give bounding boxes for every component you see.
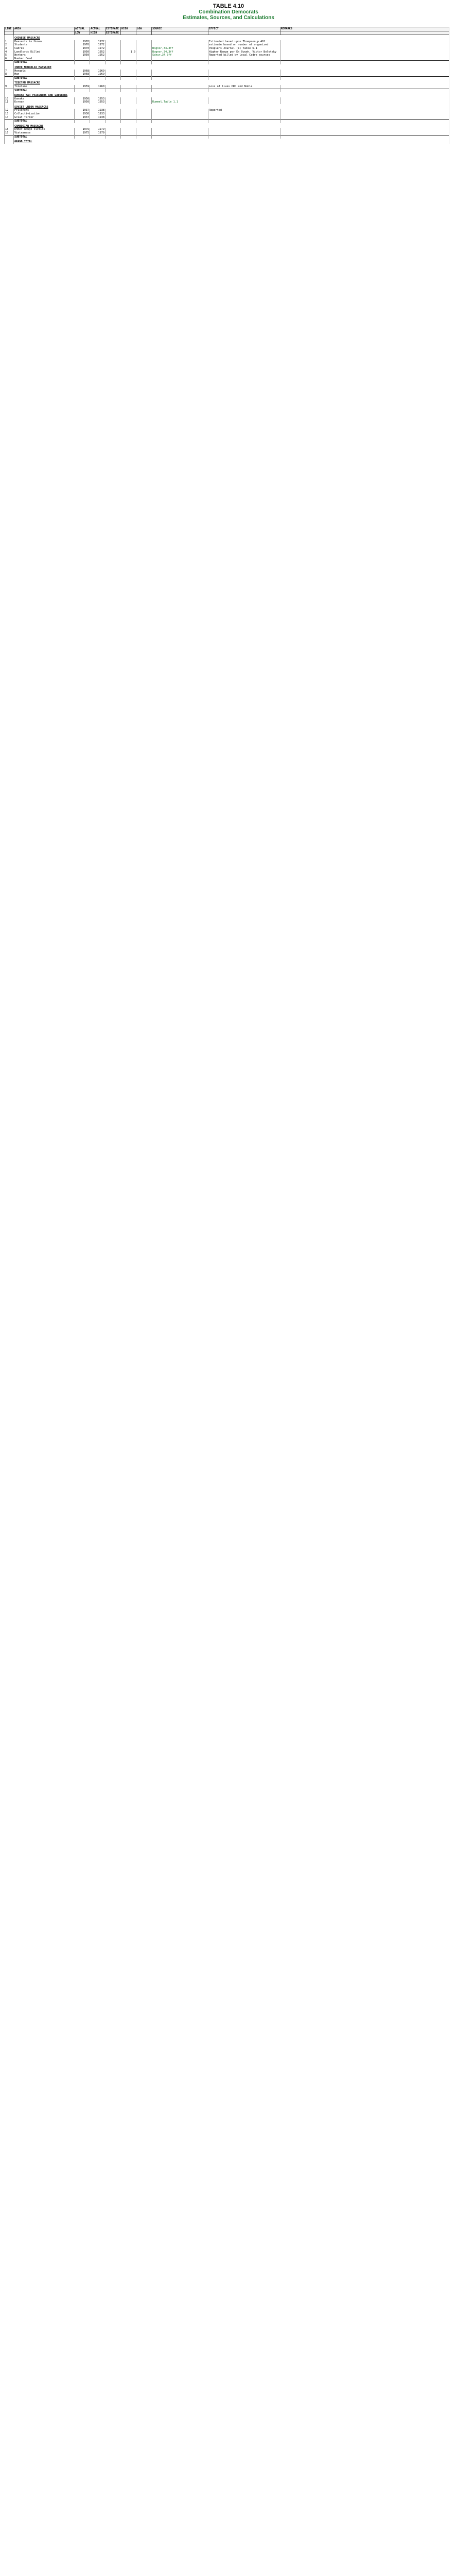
- section-title: CHINESE MASSACRE: [14, 35, 449, 40]
- table-name: Combination Democrats: [199, 9, 258, 15]
- line-cell: [5, 64, 14, 70]
- cell-a: 4: [5, 50, 14, 54]
- cell-e: [106, 43, 121, 47]
- cell-g: [136, 85, 152, 89]
- cell-e: [106, 76, 121, 80]
- table-row: [5, 47, 449, 50]
- cell-f: [121, 57, 136, 61]
- cell-b: Kanaks: [14, 97, 75, 101]
- cell-f: [121, 43, 136, 47]
- cell-b: Mongols: [14, 70, 75, 73]
- cell-g: [136, 40, 152, 44]
- line-cell: [5, 139, 14, 144]
- cell-b: Cadres: [14, 47, 75, 50]
- cell-d: 1953: [90, 97, 106, 101]
- cell-j: [280, 40, 449, 44]
- cell-c: 1950: [75, 50, 90, 54]
- cell-a: [5, 120, 14, 123]
- cell-j: [280, 128, 449, 131]
- table-row: [5, 116, 449, 120]
- cell-f: [121, 89, 136, 92]
- cell-e: [106, 61, 121, 64]
- cell-f: [121, 112, 136, 116]
- cell-h: [152, 131, 208, 135]
- section-row: [5, 139, 449, 144]
- cell-i: Reported killed by local Cadre sources: [208, 54, 280, 57]
- cell-d: 1969: [90, 73, 106, 76]
- cell-f: [121, 47, 136, 50]
- cell-a: 9: [5, 85, 14, 89]
- cell-d: 1938: [90, 116, 106, 120]
- cell-c: 1950: [75, 54, 90, 57]
- cell-d: [90, 135, 106, 139]
- cell-f: [121, 85, 136, 89]
- cell-i: [208, 76, 280, 80]
- section-title: INNER MONGOLIA MASSACRE: [14, 64, 449, 70]
- table-row: [5, 97, 449, 101]
- cell-j: [280, 76, 449, 80]
- column-subheader: LOW: [75, 31, 90, 35]
- table-header: [5, 27, 449, 35]
- cell-a: 13: [5, 112, 14, 116]
- cell-c: 1970: [75, 40, 90, 44]
- cell-a: 2: [5, 43, 14, 47]
- cell-c: 1970: [75, 47, 90, 50]
- column-subheader: ESTIMATE: [106, 31, 121, 35]
- column-header: SOURCE: [152, 27, 208, 31]
- cell-d: [90, 76, 106, 80]
- subtotal-row: [5, 76, 449, 80]
- section-title: KOREAN WAR PRISONERS AND LABORERS: [14, 92, 449, 97]
- cell-a: 8: [5, 73, 14, 76]
- cell-c: 1937: [75, 116, 90, 120]
- section-row: [5, 35, 449, 40]
- table-row: [5, 131, 449, 135]
- cell-d: 1972: [90, 47, 106, 50]
- table-title-block: [0, 0, 457, 21]
- cell-f: [121, 116, 136, 120]
- cell-a: 1: [5, 40, 14, 44]
- cell-d: 1979: [90, 128, 106, 131]
- cell-g: [136, 89, 152, 92]
- cell-j: [280, 85, 449, 89]
- cell-a: [5, 61, 14, 64]
- cell-h: Bognor,34.3ff: [152, 50, 208, 54]
- cell-f: [121, 54, 136, 57]
- estimates-table: [4, 27, 449, 144]
- cell-i: [208, 57, 280, 61]
- cell-i: [208, 135, 280, 139]
- cell-b: SUBTOTAL: [14, 61, 75, 64]
- section-row: [5, 123, 449, 128]
- cell-f: [121, 76, 136, 80]
- cell-i: Estimated based upon Thompson,p.462: [208, 40, 280, 44]
- cell-e: [106, 100, 121, 104]
- cell-a: 6: [5, 57, 14, 61]
- cell-a: [5, 76, 14, 80]
- cell-c: 1968: [75, 70, 90, 73]
- cell-a: 5: [5, 54, 14, 57]
- cell-g: [136, 76, 152, 80]
- cell-h: [152, 135, 208, 139]
- table-row: [5, 57, 449, 61]
- cell-i: [208, 112, 280, 116]
- cell-d: 1979: [90, 131, 106, 135]
- cell-b: Han: [14, 73, 75, 76]
- cell-h: [152, 89, 208, 92]
- cell-g: [136, 135, 152, 139]
- cell-h: [152, 116, 208, 120]
- cell-g: [136, 97, 152, 101]
- cell-j: [280, 109, 449, 112]
- cell-b: Tibetans: [14, 85, 75, 89]
- line-cell: [5, 104, 14, 109]
- cell-h: [152, 40, 208, 44]
- cell-j: [280, 70, 449, 73]
- cell-a: 12: [5, 109, 14, 112]
- cell-e: [106, 50, 121, 54]
- cell-e: [106, 120, 121, 123]
- subtotal-row: [5, 61, 449, 64]
- section-row: [5, 104, 449, 109]
- table-row: [5, 128, 449, 131]
- section-row: [5, 80, 449, 85]
- table-body: [5, 35, 449, 144]
- cell-e: [106, 85, 121, 89]
- cell-e: [106, 70, 121, 73]
- cell-h: Bognor,34.3ff: [152, 47, 208, 50]
- cell-d: [90, 89, 106, 92]
- cell-b: Khmer Rouge Victims: [14, 128, 75, 131]
- column-subheader: [121, 31, 136, 35]
- cell-e: [106, 128, 121, 131]
- cell-d: 1953: [90, 100, 106, 104]
- subtotal-row: [5, 120, 449, 123]
- cell-j: [280, 116, 449, 120]
- cell-b: SUBTOTAL: [14, 89, 75, 92]
- cell-c: [75, 89, 90, 92]
- cell-j: [280, 61, 449, 64]
- cell-f: [121, 128, 136, 131]
- cell-i: [208, 131, 280, 135]
- cell-i: [208, 70, 280, 73]
- cell-a: 15: [5, 128, 14, 131]
- cell-g: [136, 128, 152, 131]
- cell-d: 1969: [90, 70, 106, 73]
- table-row: [5, 70, 449, 73]
- cell-a: 3: [5, 47, 14, 50]
- column-subheader: [136, 31, 152, 35]
- table-row: [5, 40, 449, 44]
- cell-b: Landlords Killed: [14, 50, 75, 54]
- cell-b: SUBTOTAL: [14, 76, 75, 80]
- cell-g: [136, 120, 152, 123]
- cell-c: 1950: [75, 97, 90, 101]
- cell-a: 7: [5, 70, 14, 73]
- cell-g: [136, 73, 152, 76]
- cell-f: [121, 100, 136, 104]
- cell-c: 1930: [75, 112, 90, 116]
- cell-i: [208, 97, 280, 101]
- cell-i: [208, 128, 280, 131]
- cell-g: [136, 116, 152, 120]
- cell-g: [136, 50, 152, 54]
- cell-i: Loss of lives PRC and Noble: [208, 85, 280, 89]
- cell-e: [106, 54, 121, 57]
- cell-f: [121, 109, 136, 112]
- column-subheader: [14, 31, 75, 35]
- cell-f: 1.0: [121, 50, 136, 54]
- table-row: [5, 112, 449, 116]
- cell-c: [75, 120, 90, 123]
- cell-h: [152, 76, 208, 80]
- section-title: TIBETAN MASSACRE: [14, 80, 449, 85]
- cell-g: [136, 70, 152, 73]
- cell-j: [280, 135, 449, 139]
- cell-e: [106, 47, 121, 50]
- cell-f: [121, 61, 136, 64]
- cell-h: [152, 128, 208, 131]
- cell-e: [106, 112, 121, 116]
- cell-i: [208, 120, 280, 123]
- cell-h: [152, 120, 208, 123]
- column-header: EFFECT: [208, 27, 280, 31]
- cell-a: 16: [5, 131, 14, 135]
- section-title: CAMBODIAN MASSACRE: [14, 123, 449, 128]
- cell-b: Workers: [14, 54, 75, 57]
- subtotal-row: [5, 135, 449, 139]
- column-subheader: [152, 31, 208, 35]
- cell-f: [121, 73, 136, 76]
- column-header: ESTIMATE: [106, 27, 121, 31]
- cell-e: [106, 135, 121, 139]
- cell-g: [136, 57, 152, 61]
- cell-i: [208, 73, 280, 76]
- cell-e: [106, 89, 121, 92]
- cell-b: Students: [14, 43, 75, 47]
- cell-b: SUBTOTAL: [14, 120, 75, 123]
- table-number: TABLE 4.10: [213, 3, 244, 9]
- column-header: ACTUAL: [75, 27, 90, 31]
- cell-d: 1952: [90, 50, 106, 54]
- cell-f: [121, 40, 136, 44]
- cell-i: Higher Range per En Ouyeh, Victor Bolotsky: [208, 50, 280, 54]
- cell-b: Korean: [14, 100, 75, 104]
- cell-d: [90, 120, 106, 123]
- cell-a: 10: [5, 97, 14, 101]
- cell-g: [136, 131, 152, 135]
- column-header: LOW: [136, 27, 152, 31]
- cell-h: [152, 70, 208, 73]
- cell-i: [208, 116, 280, 120]
- table-row: [5, 43, 449, 47]
- cell-h: [152, 109, 208, 112]
- column-header: LINE: [5, 27, 14, 31]
- table-row: [5, 73, 449, 76]
- section-title: GRAND TOTAL: [14, 139, 449, 144]
- cell-a: [5, 135, 14, 139]
- cell-c: 1975: [75, 131, 90, 135]
- column-subheader: [280, 31, 449, 35]
- line-cell: [5, 123, 14, 128]
- cell-a: [5, 89, 14, 92]
- cell-g: [136, 47, 152, 50]
- cell-c: 1959: [75, 85, 90, 89]
- section-row: [5, 64, 449, 70]
- cell-g: [136, 112, 152, 116]
- cell-b: Vietnamese: [14, 131, 75, 135]
- cell-c: 1975: [75, 128, 90, 131]
- cell-c: [75, 76, 90, 80]
- subtotal-row: [5, 89, 449, 92]
- cell-h: Schur,34.3ff: [152, 54, 208, 57]
- cell-h: [152, 61, 208, 64]
- cell-f: [121, 70, 136, 73]
- cell-d: 1972: [90, 40, 106, 44]
- cell-g: [136, 43, 152, 47]
- cell-j: [280, 43, 449, 47]
- cell-d: 1938: [90, 109, 106, 112]
- cell-c: [75, 57, 90, 61]
- cell-h: Rummel,Table 1.1: [152, 100, 208, 104]
- column-header: REMARKS: [280, 27, 449, 31]
- cell-j: [280, 131, 449, 135]
- cell-j: [280, 120, 449, 123]
- column-subheader: [208, 31, 280, 35]
- cell-g: [136, 109, 152, 112]
- cell-j: [280, 112, 449, 116]
- cell-f: [121, 131, 136, 135]
- cell-b: Peasants in Hunan: [14, 40, 75, 44]
- table-subtitle: Estimates, Sources, and Calculations: [183, 15, 274, 21]
- cell-i: [208, 100, 280, 104]
- cell-j: [280, 73, 449, 76]
- cell-c: [75, 61, 90, 64]
- cell-a: 14: [5, 116, 14, 120]
- cell-h: [152, 112, 208, 116]
- cell-g: [136, 54, 152, 57]
- table-row: [5, 100, 449, 104]
- cell-e: [106, 109, 121, 112]
- cell-e: [106, 131, 121, 135]
- column-header: ACTUAL: [90, 27, 106, 31]
- cell-b: SUBTOTAL: [14, 135, 75, 139]
- cell-e: [106, 73, 121, 76]
- cell-i: estimate based on number of organized: [208, 43, 280, 47]
- cell-j: [280, 100, 449, 104]
- cell-b: Number Dead: [14, 57, 75, 61]
- cell-c: 1937: [75, 109, 90, 112]
- data-table-container: [4, 27, 449, 144]
- cell-i: People's Journal (1) Table 6.1: [208, 47, 280, 50]
- line-cell: [5, 92, 14, 97]
- column-subheader: [5, 31, 14, 35]
- cell-i: [208, 61, 280, 64]
- cell-e: [106, 57, 121, 61]
- cell-e: [106, 40, 121, 44]
- cell-d: 1933: [90, 112, 106, 116]
- column-header: HIGH: [121, 27, 136, 31]
- cell-i: Reported: [208, 109, 280, 112]
- cell-d: [90, 57, 106, 61]
- cell-d: 1952: [90, 54, 106, 57]
- column-subheader: HIGH: [90, 31, 106, 35]
- line-cell: [5, 35, 14, 40]
- cell-b: Collectivization: [14, 112, 75, 116]
- cell-f: [121, 135, 136, 139]
- cell-d: 1972: [90, 43, 106, 47]
- cell-i: [208, 89, 280, 92]
- cell-c: [75, 135, 90, 139]
- table-row: [5, 109, 449, 112]
- cell-e: [106, 116, 121, 120]
- table-row: [5, 85, 449, 89]
- table-row: [5, 54, 449, 57]
- cell-h: [152, 57, 208, 61]
- cell-f: [121, 120, 136, 123]
- cell-c: 1970: [75, 43, 90, 47]
- cell-f: [121, 97, 136, 101]
- cell-j: [280, 89, 449, 92]
- cell-c: 1950: [75, 100, 90, 104]
- cell-h: [152, 85, 208, 89]
- cell-g: [136, 61, 152, 64]
- cell-b: Great Terror: [14, 116, 75, 120]
- cell-j: [280, 97, 449, 101]
- cell-h: [152, 43, 208, 47]
- cell-b: Prisoners: [14, 109, 75, 112]
- cell-j: [280, 47, 449, 50]
- section-row: [5, 92, 449, 97]
- cell-j: [280, 54, 449, 57]
- cell-e: [106, 97, 121, 101]
- cell-c: 1968: [75, 73, 90, 76]
- cell-h: [152, 97, 208, 101]
- cell-d: [90, 61, 106, 64]
- cell-j: [280, 57, 449, 61]
- cell-h: [152, 73, 208, 76]
- section-title: SOVIET UNION MASSACRE: [14, 104, 449, 109]
- column-header: AREA: [14, 27, 75, 31]
- cell-d: 1960: [90, 85, 106, 89]
- cell-j: [280, 50, 449, 54]
- table-row: [5, 50, 449, 54]
- cell-a: 11: [5, 100, 14, 104]
- line-cell: [5, 80, 14, 85]
- cell-g: [136, 100, 152, 104]
